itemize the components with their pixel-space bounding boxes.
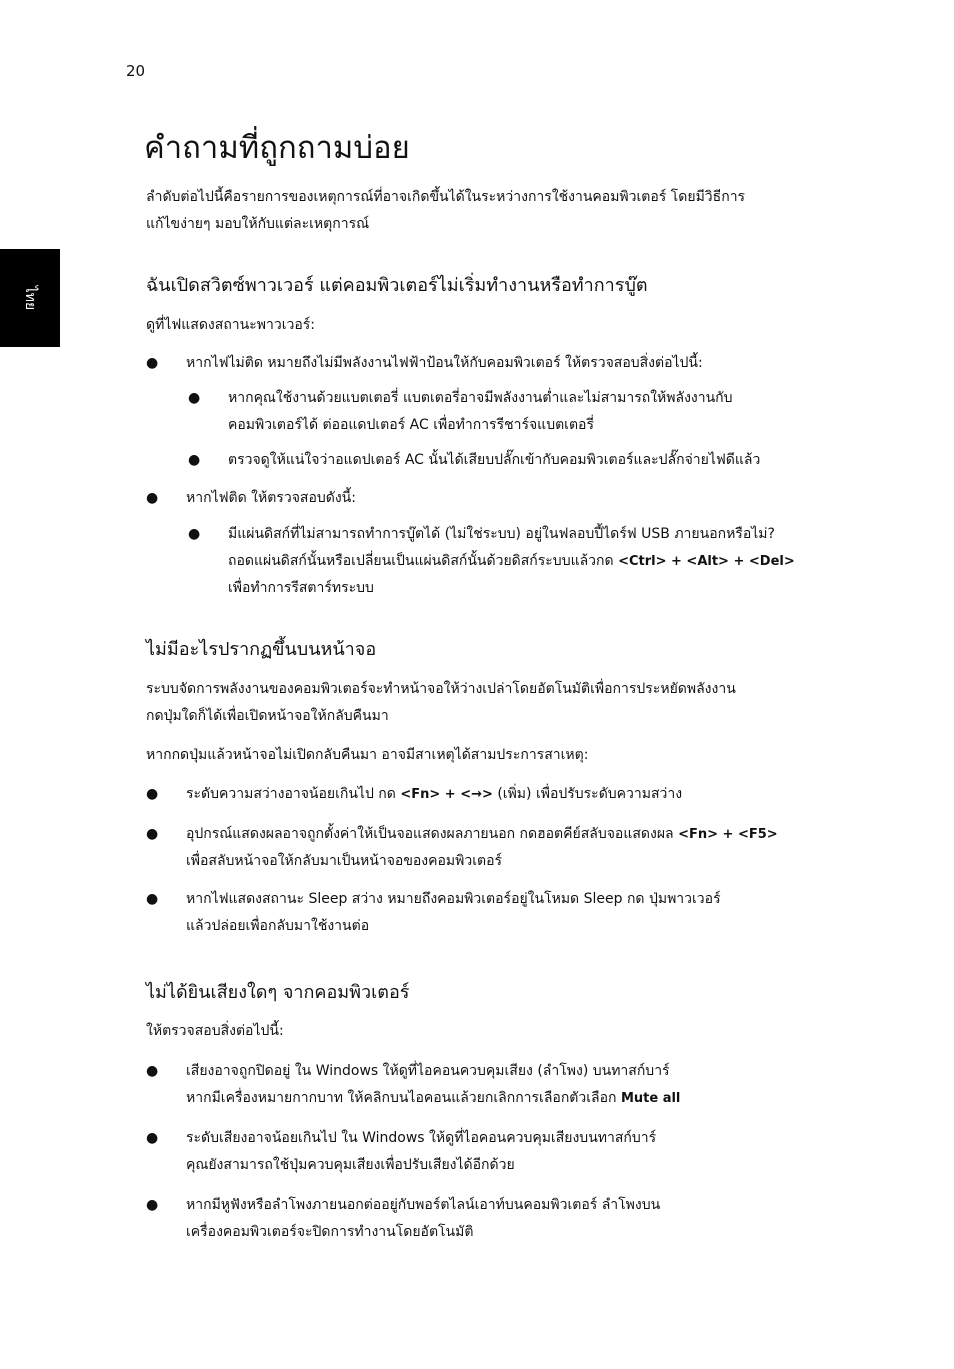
bullet-icon: ●	[188, 526, 201, 542]
bullet-icon: ●	[146, 490, 159, 506]
bullet-icon: ●	[188, 452, 201, 468]
bullet-icon: ●	[146, 826, 159, 842]
section2-para-2: หากกดปุ่มแล้วหน้าจอไม่เปิดกลับคืนมา อาจมีสาเหตุได้สามประการสาเหตุ:	[146, 747, 589, 763]
bullet-icon: ●	[146, 1197, 159, 1213]
section-heading-display: ไม่มีอะไรปรากฏขึ้นบนหน้าจอ	[146, 639, 377, 660]
bullet-icon: ●	[146, 355, 159, 371]
page-title: คำถามที่ถูกถามบ่อย	[144, 130, 410, 166]
section-heading-sound: ไม่ได้ยินเสียงใดๆ จากคอมพิวเตอร์	[146, 982, 410, 1003]
key-combo: <Ctrl> + <Alt> + <Del>	[618, 554, 795, 569]
language-tab-label: ไทย	[21, 285, 38, 311]
section3-lead: ให้ตรวจสอบสิ่งต่อไปนี้:	[146, 1023, 284, 1039]
bullet-icon: ●	[146, 786, 159, 802]
bullet-icon: ●	[146, 1130, 159, 1146]
section2-para-1-line-1: ระบบจัดการพลังงานของคอมพิวเตอร์จะทำหน้าจอให้ว่างเปล่าโดยอัตโนมัติเพื่อการประหยัดพลังงาน	[146, 681, 736, 697]
bullet-icon: ●	[188, 390, 201, 406]
intro-line-2: แก้ไขง่ายๆ มอบให้กับแต่ละเหตุการณ์	[146, 216, 370, 232]
section1-lead: ดูที่ไฟแสดงสถานะพาวเวอร์:	[146, 317, 315, 333]
key-combo: <Fn> + <F5>	[678, 827, 778, 842]
page-number: 20	[126, 62, 146, 80]
language-side-tab	[0, 249, 60, 347]
key-combo: <Fn> + <→>	[400, 787, 493, 802]
option-name: Mute all	[620, 1091, 681, 1106]
section2-para-1-line-2: กดปุ่มใดก็ได้เพื่อเปิดหน้าจอให้กลับคืนมา	[146, 708, 389, 724]
bullet-icon: ●	[146, 1063, 159, 1079]
intro-line-1: ลำดับต่อไปนี้คือรายการของเหตุการณ์ที่อาจเกิดขึ้นได้ในระหว่างการใช้งานคอมพิวเตอร์ โดยมีวิธีการ	[146, 189, 746, 205]
bullet-icon: ●	[146, 891, 159, 907]
section-heading-power: ฉันเปิดสวิตซ์พาวเวอร์ แต่คอมพิวเตอร์ไม่เริ่มทำงานหรือทำการบู๊ต	[146, 275, 648, 296]
